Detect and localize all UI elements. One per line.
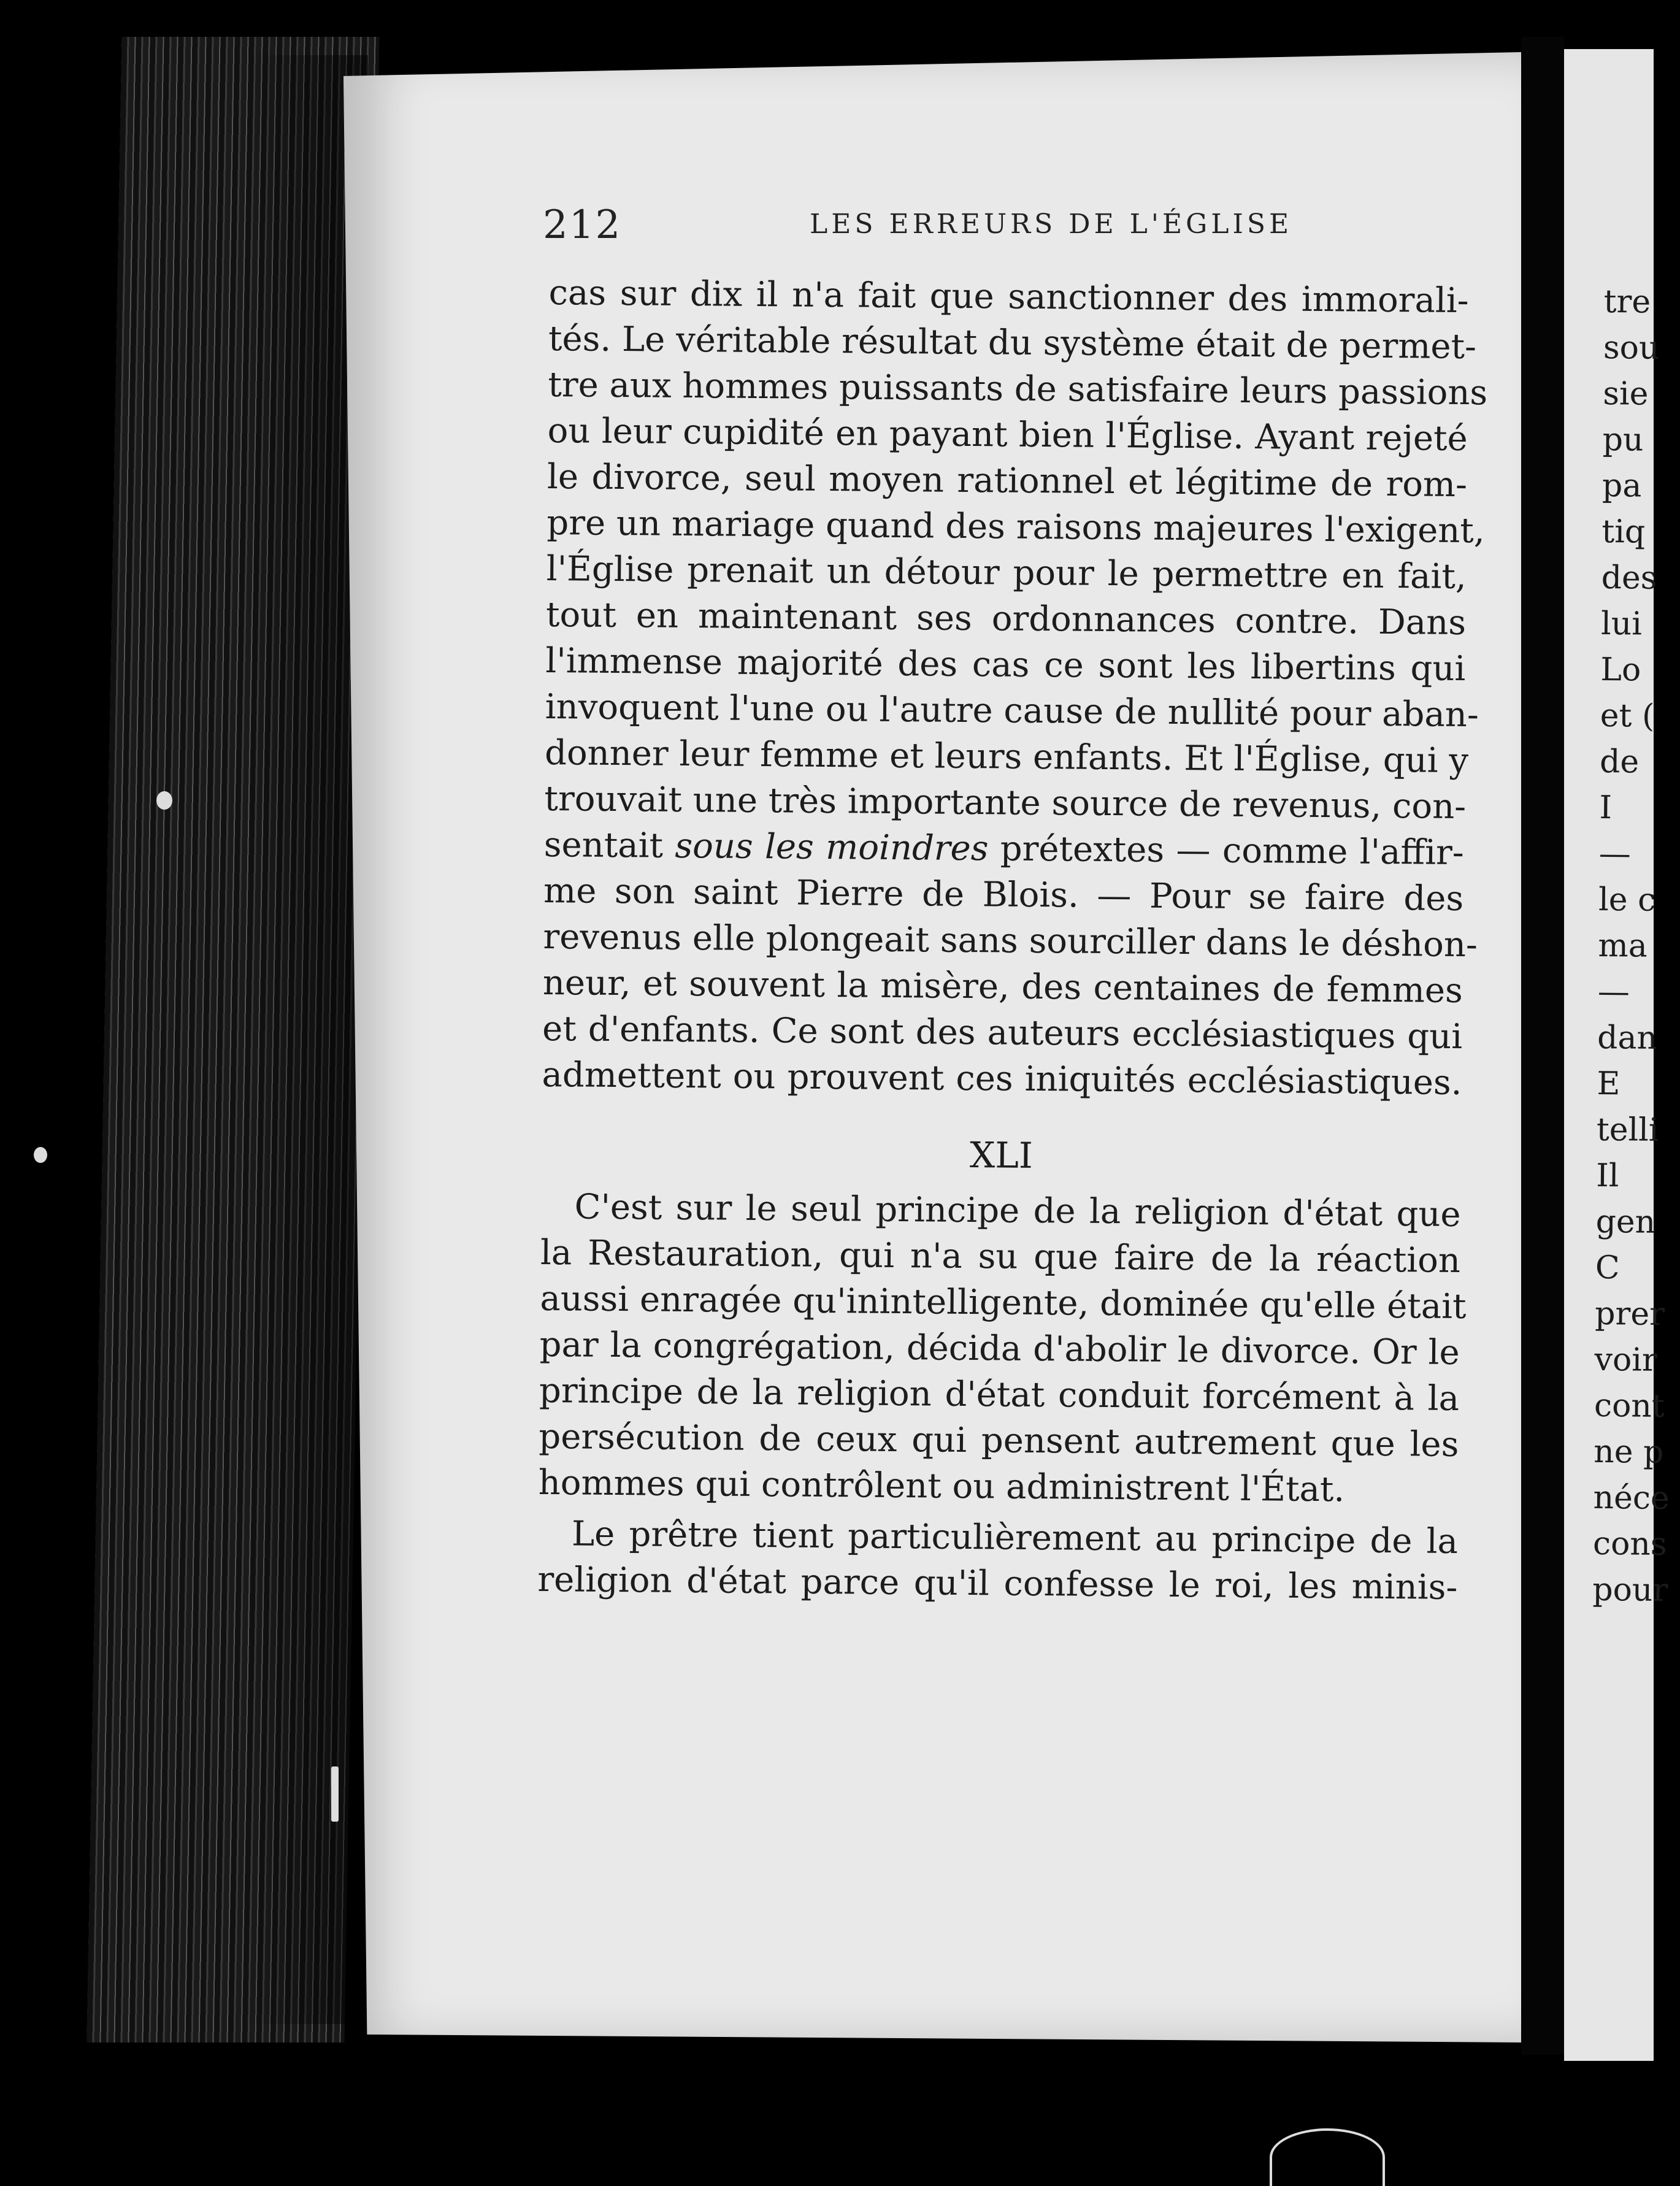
text-line: neur, et souvent la misère, des centaines de femmes: [542, 962, 1463, 1011]
scan-speck: [34, 1147, 47, 1163]
text-line: donner leur femme et leurs enfants. Et l'Église, qui y: [544, 732, 1469, 781]
facing-line: tre: [1603, 283, 1651, 321]
text-line: tout en maintenant ses ordonnances contre. Dans: [545, 594, 1467, 643]
section-title: XLI: [969, 1134, 1034, 1176]
text-line: Le prêtre tient particulièrement au principe de la: [571, 1514, 1459, 1562]
facing-line: E: [1597, 1065, 1621, 1103]
facing-line: cont: [1594, 1387, 1665, 1425]
page-text: [537, 270, 1488, 1611]
scan-speck: [331, 1766, 339, 1822]
facing-line: sie: [1603, 375, 1649, 413]
text-line: cas sur dix il n'a fait que sanctionner des immorali-: [548, 272, 1469, 321]
text-line: trouvait une très importante source de revenus, con-: [544, 778, 1467, 827]
text-line: par la congrégation, décida d'abolir le divorce. Or le: [539, 1324, 1460, 1373]
text-line: hommes qui contrôlent ou administrent l'État.: [538, 1462, 1345, 1510]
facing-line: telli: [1596, 1111, 1659, 1149]
facing-line: lui: [1600, 605, 1643, 643]
text-line: tre aux hommes puissants de satisfaire leurs passions: [548, 364, 1488, 413]
text-line: C'est sur le seul principe de la religion d'état que: [574, 1187, 1461, 1235]
page-number: 212: [543, 202, 622, 248]
facing-line: pa: [1601, 467, 1642, 505]
text-line-with-italic: [543, 822, 1464, 876]
text-line: me son saint Pierre de Blois. — Pour se faire des: [543, 870, 1464, 919]
facing-line: Lo: [1600, 651, 1641, 689]
text-line: pre un mariage quand des raisons majeures l'exigent,: [547, 502, 1485, 551]
scan-speck: [156, 791, 172, 810]
text-line: persécution de ceux qui pensent autrement que les: [539, 1416, 1459, 1465]
text-line: l'Église prenait un détour pour le permettre en fait,: [546, 548, 1467, 597]
text-line: revenus elle plongeait sans sourciller dans le déshon-: [543, 916, 1478, 965]
facing-line: le c: [1598, 881, 1656, 919]
text-line: et d'enfants. Ce sont des auteurs ecclésiastiques qui: [542, 1008, 1463, 1057]
facing-line: dan: [1597, 1019, 1658, 1057]
facing-line: —: [1598, 835, 1632, 873]
text-line: principe de la religion d'état conduit forcément à la: [539, 1370, 1460, 1419]
facing-line: tiq: [1601, 513, 1646, 551]
facing-line: prer: [1595, 1295, 1665, 1333]
facing-line: voir: [1594, 1341, 1658, 1379]
facing-line: des: [1601, 559, 1657, 597]
page-header: [543, 202, 1293, 251]
text-line: tés. Le véritable résultat du système était de permet-: [548, 318, 1477, 367]
running-head: LES ERREURS DE L'ÉGLISE: [810, 209, 1293, 240]
scan-corner-mark: [1270, 2128, 1385, 2186]
text-line: la Restauration, qui n'a su que faire de la réaction: [540, 1232, 1461, 1281]
facing-line: néce: [1593, 1479, 1670, 1517]
facing-line: de: [1599, 743, 1640, 781]
italic-phrase: sous les moindres: [675, 826, 989, 869]
text-line: l'immense majorité des cas ce sont les libertins qui: [545, 640, 1466, 689]
facing-line: Il: [1595, 1157, 1619, 1195]
text-line: religion d'état parce qu'il confesse le roi, les minis-: [537, 1559, 1458, 1608]
text-span: sentait: [543, 824, 675, 866]
facing-line: sou: [1603, 329, 1660, 367]
facing-line: et (: [1600, 697, 1655, 735]
facing-line: ma: [1598, 927, 1648, 965]
facing-line: I: [1599, 789, 1613, 827]
facing-line: gen: [1595, 1203, 1656, 1241]
facing-line: —: [1597, 973, 1630, 1011]
text-line: ou leur cupidité en payant bien l'Église. Ayant rejeté: [547, 410, 1468, 459]
text-span: prétextes — comme l'affir-: [988, 829, 1465, 873]
book-gutter: [1521, 37, 1564, 2055]
text-line: le divorce, seul moyen rationnel et légitime de rom-: [547, 456, 1468, 505]
facing-line: pu: [1602, 421, 1644, 459]
facing-line: pour: [1592, 1571, 1668, 1609]
facing-line: cons: [1592, 1525, 1667, 1563]
facing-line: ne p: [1594, 1433, 1664, 1471]
text-line: admettent ou prouvent ces iniquités ecclésiastiques.: [542, 1054, 1462, 1103]
text-line: invoquent l'une ou l'autre cause de nullité pour aban-: [545, 686, 1479, 735]
text-line: aussi enragée qu'inintelligente, dominée qu'elle était: [540, 1278, 1467, 1327]
facing-line: C: [1595, 1249, 1620, 1287]
